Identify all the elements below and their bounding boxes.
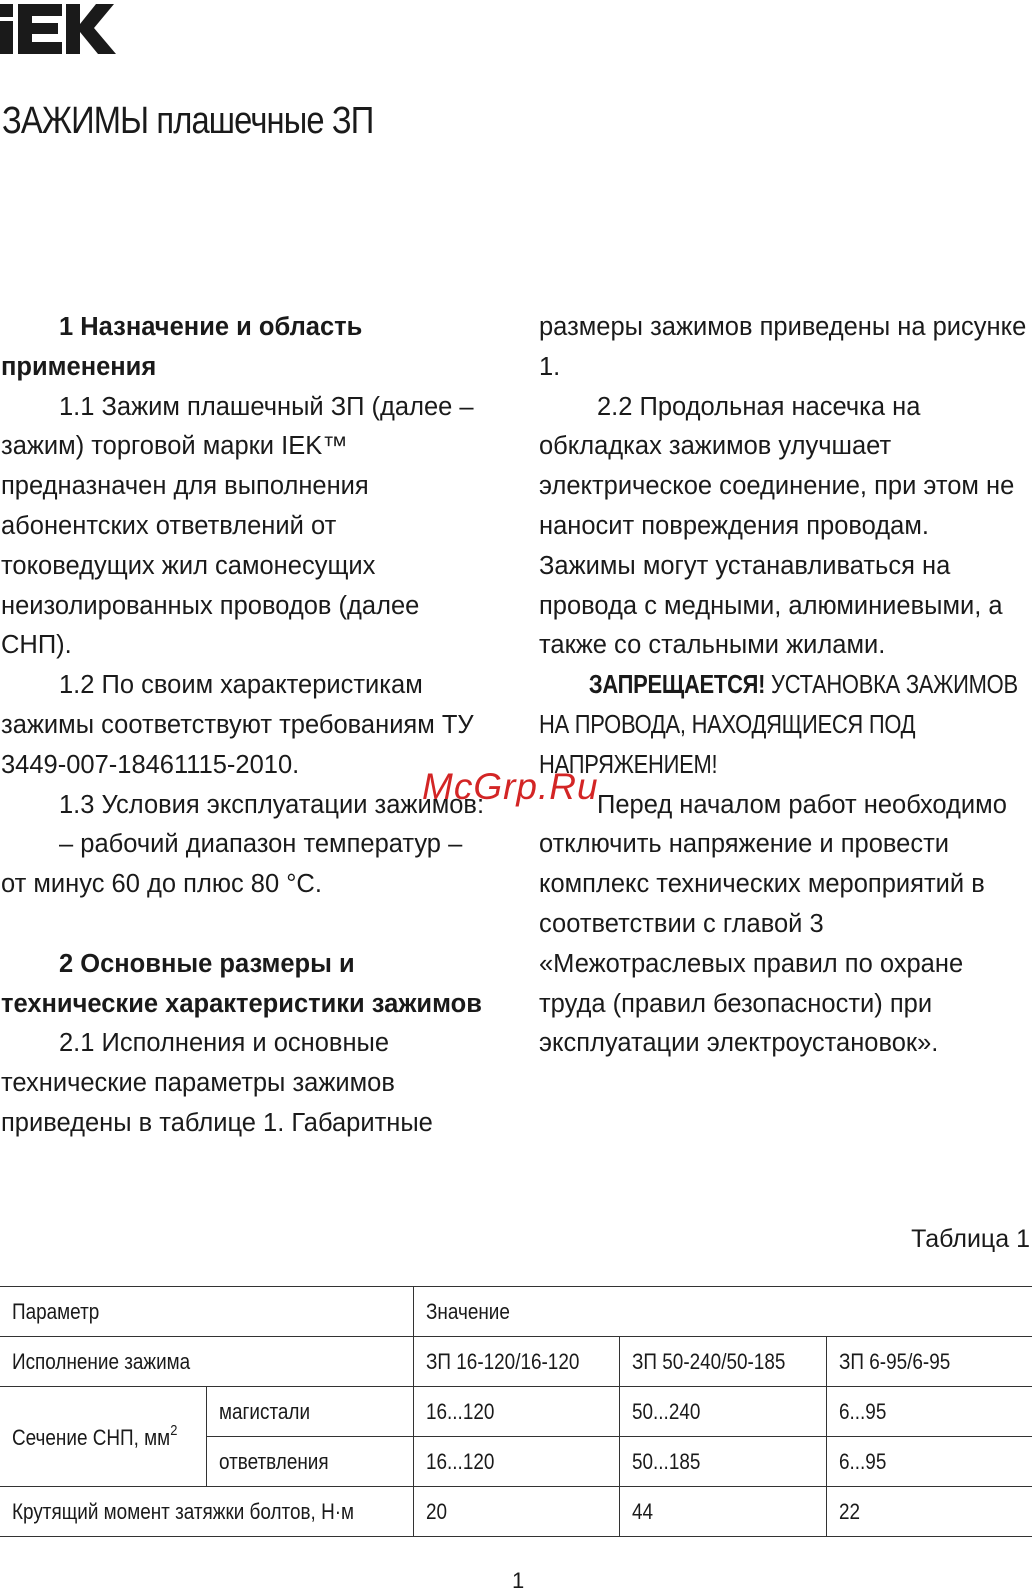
section-label: Сечение СНП, $мм^2$ <box>12 1422 178 1450</box>
para-safety: Перед началом работ необходимо отключить напряжение и провести комплекс технических мероприятий в соответствии с главой 3 «Межотраслевых правил по охране труда (правил безопасности) при эксплуатации электроустановок». <box>539 790 1007 1058</box>
watermark: McGrp.Ru <box>422 766 599 807</box>
table-row: Крутящий момент затяжки болтов, Н·м 20 44 22 <box>0 1487 1032 1537</box>
specs-table <box>0 1286 1032 1537</box>
table-row: Сечение СНП, $мм^2$ магистали 16...120 50...240 6...95 <box>0 1387 1032 1437</box>
para-2-1: 2.1 Исполнения и основные технические параметры зажимов приведены в таблице 1. Габаритные <box>1 1029 433 1137</box>
para-temperature: – рабочий диапазон температур – от минус 60 до плюс 80 °С. <box>1 830 463 899</box>
iek-logo <box>0 4 116 54</box>
warning-text: УСТАНОВКА ЗАЖИМОВ НА ПРОВОДА, НАХОДЯЩИЕСЯ ПОД НАПРЯЖЕНИЕМ! <box>539 671 1018 779</box>
para-continuation: размеры зажимов приведены на рисунке 1. <box>539 313 1027 381</box>
para-1-1: 1.1 Зажим плашечный ЗП (далее – зажим) торговой марки IEK™ предназначен для выполнения абонентских ответвлений от токоведущих жил самонесущих неизолированных проводов (далее СНП). <box>1 392 474 660</box>
para-1-2: 1.2 По своим характеристикам зажимы соответствуют требованиям ТУ 3449-007-18461115-2010. <box>1 671 474 779</box>
section-1-heading: 1 Назначение и область применения <box>1 313 363 381</box>
right-column <box>539 308 1029 1064</box>
warning-notice <box>539 666 1032 785</box>
table-header-row <box>0 1287 1032 1337</box>
page-number: 1 <box>512 1568 525 1593</box>
header-param: Параметр <box>12 1298 100 1324</box>
table-row: Исполнение зажима ЗП 16-120/16-120 ЗП 50-240/50-185 ЗП 6-95/6-95 <box>0 1337 1032 1387</box>
warning-label: ЗАПРЕЩАЕТСЯ! <box>588 671 766 700</box>
table-row: ответвления 16...120 50...185 6...95 <box>0 1437 1032 1487</box>
table-caption: Таблица 1 <box>911 1225 1030 1253</box>
para-1-3: 1.3 Условия эксплуатации зажимов: <box>59 790 485 819</box>
left-column <box>1 308 491 1144</box>
para-2-2: 2.2 Продольная насечка на обкладках зажимов улучшает электрическое соединение, при этом не наносит повреждения проводам. Зажимы могут устанавливаться на провода с медными, алюминиевыми, а также со стальными жилами. <box>539 392 1015 660</box>
document-title: ЗАЖИМЫ плашечные ЗП <box>2 100 374 142</box>
header-value: Значение <box>425 1298 510 1324</box>
section-2-heading: 2 Основные размеры и технические характеристики зажимов <box>1 949 482 1018</box>
